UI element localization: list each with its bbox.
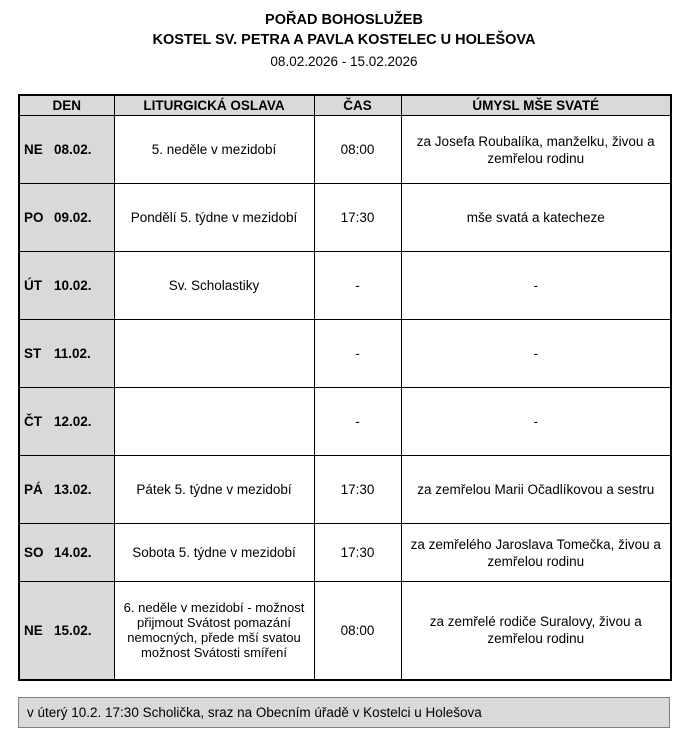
table-row — [19, 116, 671, 184]
day-abbrev: NE — [24, 622, 43, 638]
celebration-cell: Sobota 5. týdne v mezidobí — [114, 524, 314, 582]
intention-cell: za zemřelou Marii Očadlíkovou a sestru — [401, 456, 671, 524]
intention-cell: - — [401, 252, 671, 320]
day-cell — [19, 184, 114, 252]
time-cell: 08:00 — [314, 582, 401, 680]
time-cell: 17:30 — [314, 524, 401, 582]
day-date: 15.02. — [54, 622, 92, 638]
table-row — [19, 388, 671, 456]
day-date: 14.02. — [54, 545, 92, 560]
celebration-cell: Pátek 5. týdne v mezidobí — [114, 456, 314, 524]
table-row — [19, 184, 671, 252]
day-abbrev: ÚT — [24, 278, 42, 293]
day-date: 09.02. — [54, 210, 92, 225]
column-header-umysl: ÚMYSL MŠE SVATÉ — [401, 95, 671, 116]
day-cell — [19, 320, 114, 388]
day-cell — [19, 582, 114, 680]
day-cell — [19, 524, 114, 582]
page-title: POŘAD BOHOSLUŽEB — [265, 12, 423, 28]
day-cell — [19, 116, 114, 184]
time-cell: 08:00 — [314, 116, 401, 184]
celebration-cell — [114, 320, 314, 388]
column-header-oslava: LITURGICKÁ OSLAVA — [114, 95, 314, 116]
day-abbrev: PO — [24, 210, 44, 225]
time-cell: - — [314, 388, 401, 456]
day-cell — [19, 388, 114, 456]
title-block — [18, 10, 670, 72]
day-date: 08.02. — [54, 142, 92, 157]
time-cell: - — [314, 252, 401, 320]
time-cell: 17:30 — [314, 456, 401, 524]
footer-note: v úterý 10.2. 17:30 Scholička, sraz na Obecním úřadě v Kostelci u Holešova — [18, 697, 670, 728]
date-range: 08.02.2026 - 15.02.2026 — [270, 54, 418, 69]
celebration-cell: 5. neděle v mezidobí — [114, 116, 314, 184]
column-header-den: DEN — [19, 95, 114, 116]
intention-cell: za zemřelé rodiče Suralovy, živou a zemřelou rodinu — [401, 582, 671, 680]
celebration-cell: Sv. Scholastiky — [114, 252, 314, 320]
header-row — [19, 95, 671, 116]
celebration-cell: 6. neděle v mezidobí - možnost přijmout Svátost pomazání nemocných, přede mší svatou možnost Svátosti smíření — [114, 582, 314, 680]
table-row — [19, 524, 671, 582]
day-date: 11.02. — [54, 346, 91, 361]
time-cell: 17:30 — [314, 184, 401, 252]
table-row — [19, 252, 671, 320]
intention-cell: za zemřelého Jaroslava Tomečka, živou a zemřelou rodinu — [401, 524, 671, 582]
intention-cell: - — [401, 320, 671, 388]
day-date: 10.02. — [54, 278, 92, 293]
table-row — [19, 456, 671, 524]
intention-cell: - — [401, 388, 671, 456]
church-name: KOSTEL SV. PETRA A PAVLA KOSTELEC U HOLEŠOVA — [152, 32, 536, 48]
schedule-table — [18, 94, 672, 681]
day-abbrev: PÁ — [24, 482, 43, 497]
day-cell — [19, 456, 114, 524]
day-abbrev: ČT — [24, 414, 42, 429]
time-cell: - — [314, 320, 401, 388]
day-cell — [19, 252, 114, 320]
celebration-cell — [114, 388, 314, 456]
day-abbrev: ST — [24, 346, 42, 361]
day-abbrev: SO — [24, 545, 44, 560]
table-row — [19, 582, 671, 680]
celebration-cell: Pondělí 5. týdne v mezidobí — [114, 184, 314, 252]
intention-cell: mše svatá a katecheze — [401, 184, 671, 252]
day-date: 13.02. — [54, 482, 92, 497]
intention-cell: za Josefa Roubalíka, manželku, živou a zemřelou rodinu — [401, 116, 671, 184]
day-date: 12.02. — [54, 414, 92, 429]
day-abbrev: NE — [24, 142, 43, 157]
table-row — [19, 320, 671, 388]
column-header-cas: ČAS — [314, 95, 401, 116]
